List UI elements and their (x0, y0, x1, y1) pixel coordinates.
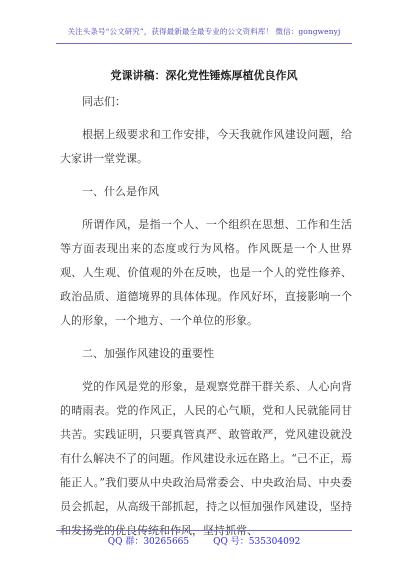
section-heading-1: 一、什么是作风 (82, 185, 159, 198)
qq-group: QQ 群：30265665 (107, 537, 190, 547)
document-body (60, 90, 352, 543)
intro-paragraph: 根据上级要求和工作安排，今天我就作风建设问题，给大家讲一堂党课。 (60, 128, 352, 165)
footer-divider (56, 530, 352, 531)
section-heading-2: 二、加强作风建设的重要性 (82, 347, 214, 360)
greeting: 同志们： (82, 95, 126, 108)
document-title: 党课讲稿：深化党性锤炼厚植优良作风 (110, 69, 298, 82)
qq-number: QQ 号：535304092 (213, 537, 301, 547)
header-notice: 关注头条号“公文研究”，获得最新最全最专业的公文资料库！ 微信：gongwenyj (67, 27, 341, 36)
header-divider (56, 43, 352, 44)
body-paragraph-1: 所谓作风，是指一个人、一个组织在思想、工作和生活等方面表现出来的态度或行为风格。作风既是一个人世界观、人生观、价值观的外在反映，也是一个人的党性修养、政治品质、道德境界的具体体现。作风好坏，直接影响一个人的形象，一个地方、一个单位的形象。 (60, 218, 352, 327)
body-paragraph-2: 党的作风是党的形象，是观察党群干群关系、人心向背的晴雨表。党的作风正，人民的心气顺，党和人民就能同甘共苦。实践证明，只要真管真严、敢管敢严，党风建设就没有什么解决不了的问题。作风建设永远在路上。“己不正，焉能正人。”我们要从中央政治局常委会、中央政治局、中央委员会抓起，从高级干部抓起，持之以恒加强作风建设，坚持和发扬党的优良传统和作风，坚持抓常、 (60, 380, 352, 537)
footer-contact (0, 534, 408, 547)
